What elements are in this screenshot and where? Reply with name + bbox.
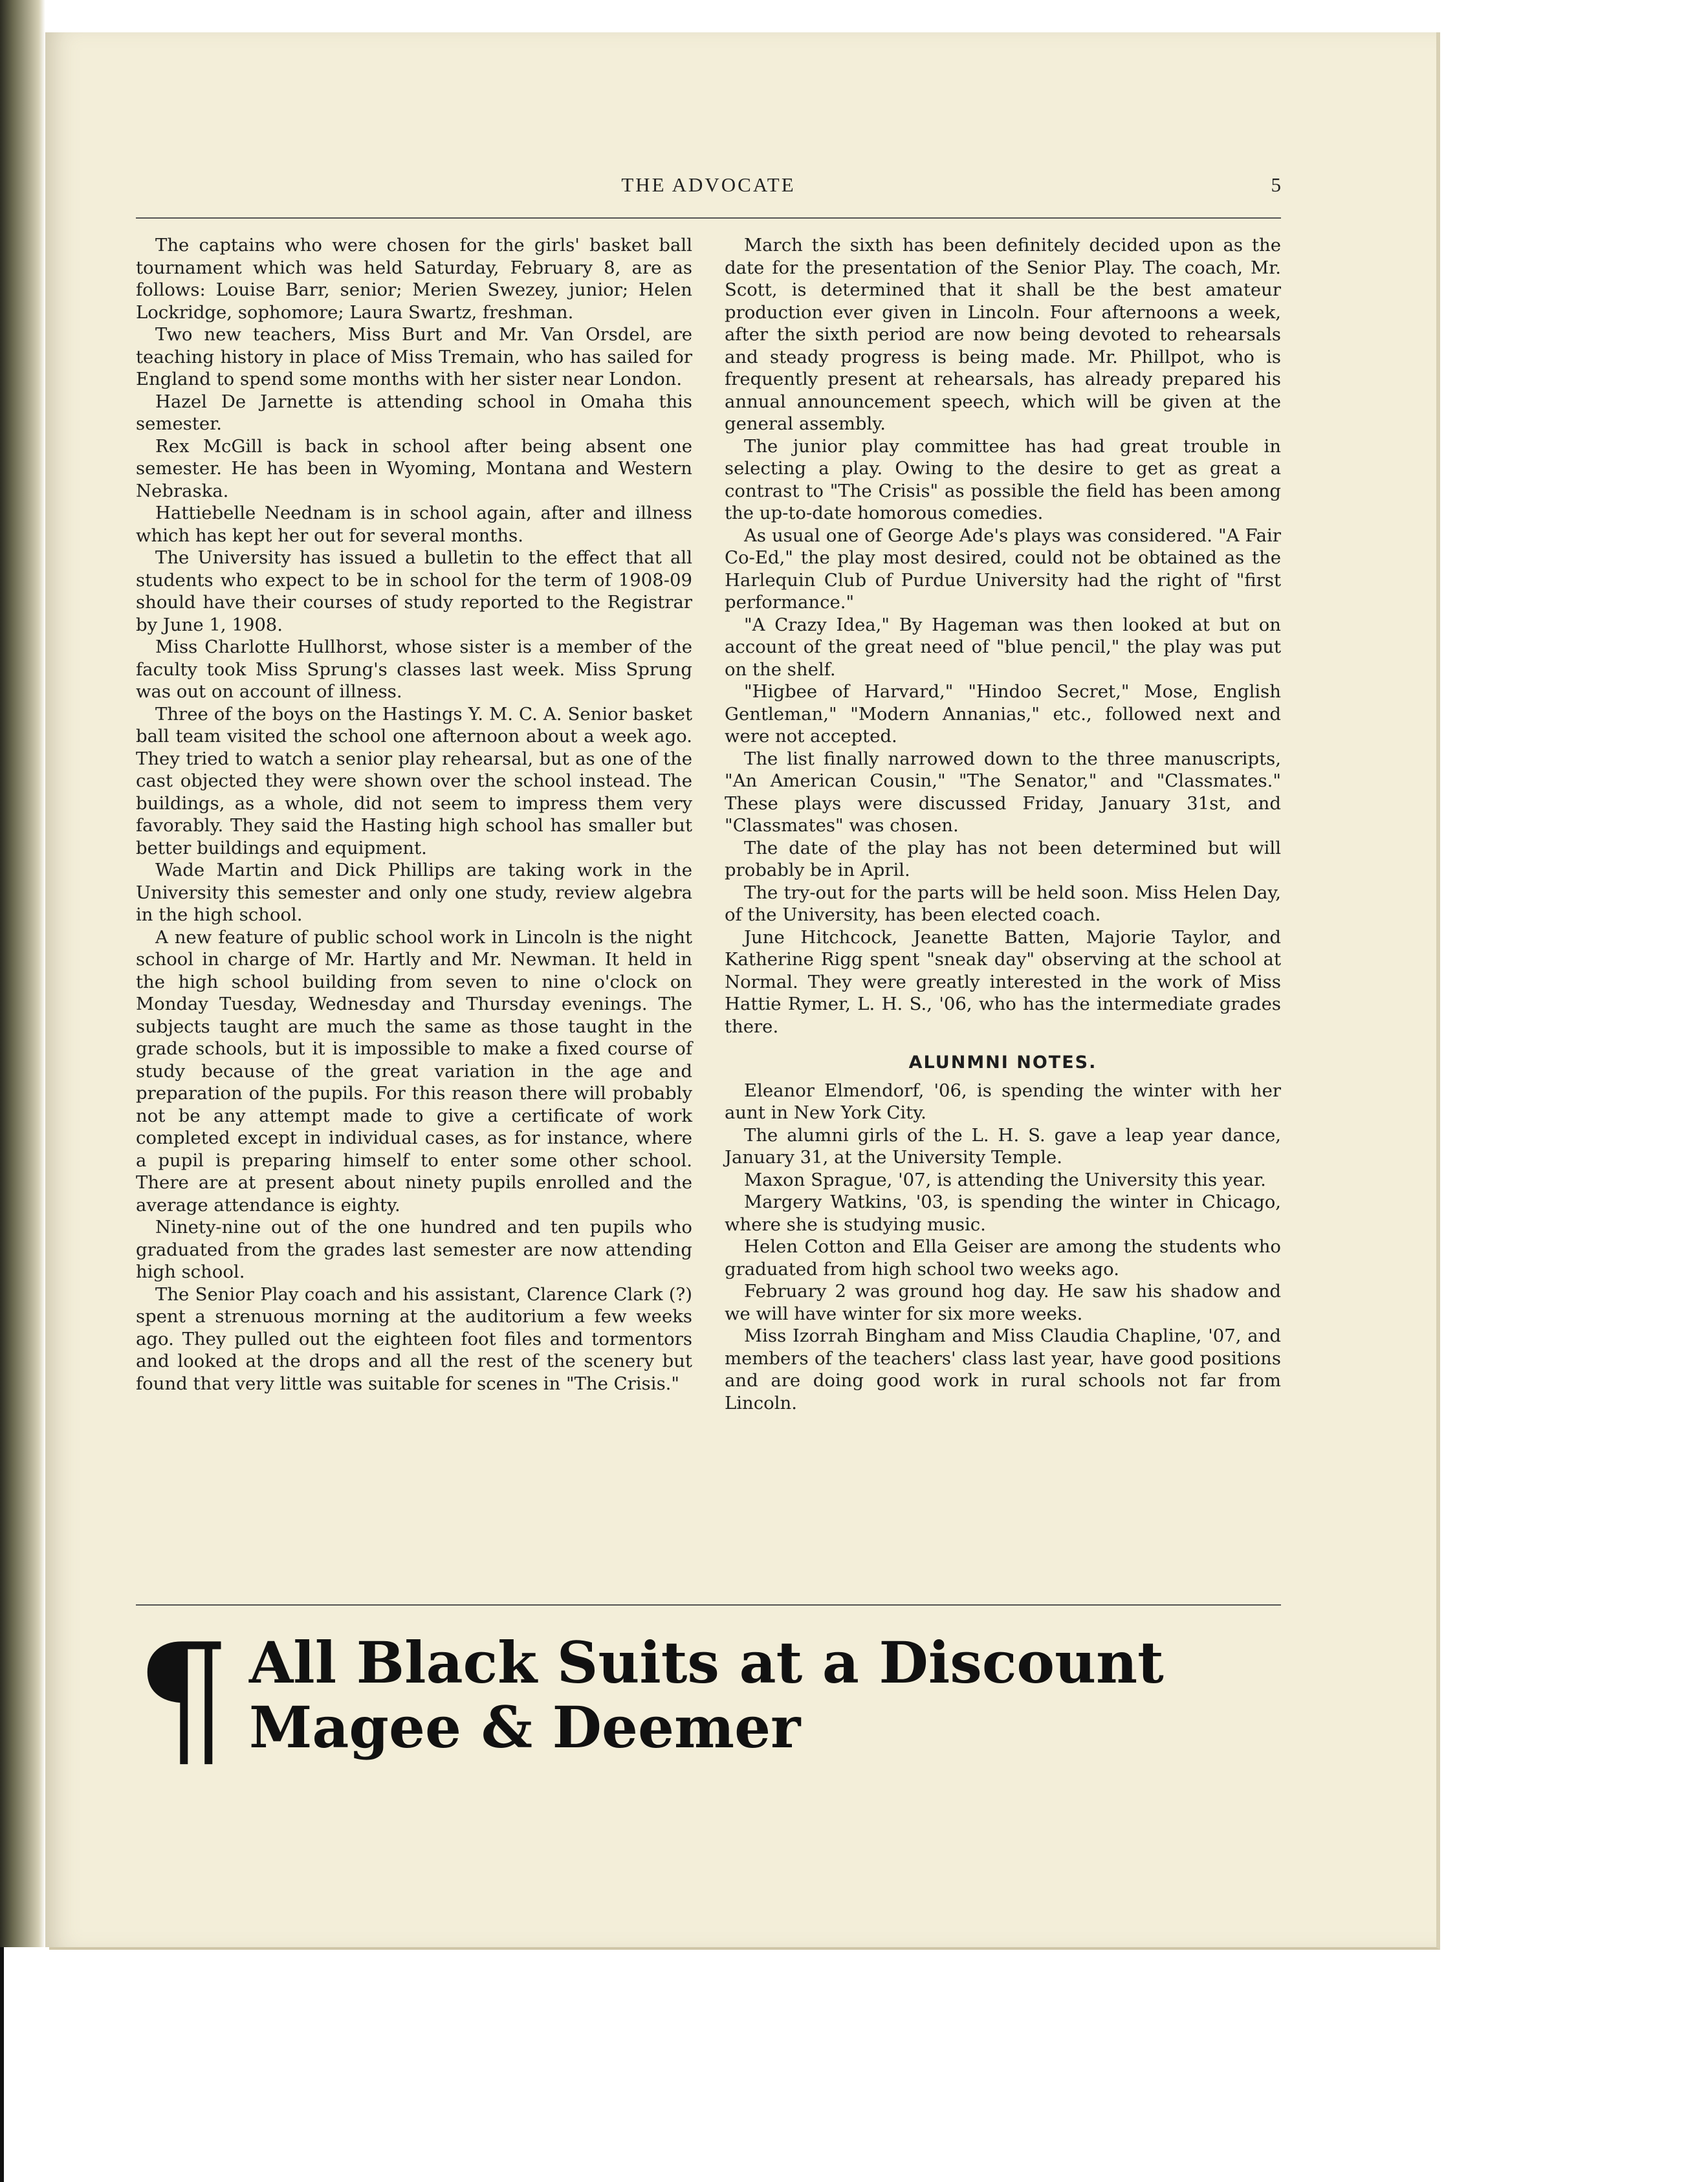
article-paragraph: The date of the play has not been determined but will probably be in April. <box>725 837 1281 880</box>
article-paragraph: As usual one of George Ade's plays was considered. "A Fair Co-Ed," the play most desired, could not be obtained as the Harlequin Club of Purdue University had the right of "first performance." <box>725 525 1281 613</box>
article-paragraph: Wade Martin and Dick Phillips are taking work in the University this semester and only one study, review algebra in the high school. <box>136 860 692 925</box>
article-paragraph: The junior play committee has had great trouble in selecting a play. Owing to the desire to get as great a contrast to "The Crisis" as possible the field has been among the up-to-date homorous comedies. <box>725 435 1281 523</box>
header-rule <box>136 217 1281 219</box>
page-number: 5 <box>1271 173 1281 196</box>
article-paragraph: Three of the boys on the Hastings Y. M. C. A. Senior basket ball team visited the school one afternoon about a week ago. They tried to watch a senior play rehearsal, but as one of the cast objected they were shown over the school instead. The buildings, as a whole, did not seem to impress them very favorably. They said the Hasting high school has smaller but better buildings and equipment. <box>136 703 692 858</box>
publication-title: THE ADVOCATE <box>621 173 796 196</box>
article-paragraph: Two new teachers, Miss Burt and Mr. Van Orsdel, are teaching history in place of Miss Tremain, who has sailed for England to spend some months with her sister near London. <box>136 324 692 389</box>
article-paragraph: The alumni girls of the L. H. S. gave a leap year dance, January 31, at the University Temple. <box>725 1124 1281 1168</box>
article-paragraph: Rex McGill is back in school after being absent one semester. He has been in Wyoming, Montana and Western Nebraska. <box>136 435 692 501</box>
article-paragraph: The try-out for the parts will be held soon. Miss Helen Day, of the University, has been elected coach. <box>725 882 1281 925</box>
article-paragraph: The list finally narrowed down to the three manuscripts, "An American Cousin," "The Senator," and "Classmates." These plays were discussed Friday, January 31st, and "Classmates" was chosen. <box>725 748 1281 836</box>
advertisement <box>136 1613 1281 1785</box>
article-paragraph: February 2 was ground hog day. He saw his shadow and we will have winter for six more weeks. <box>725 1281 1281 1324</box>
article-paragraph: Eleanor Elmendorf, '06, is spending the winter with her aunt in New York City. <box>725 1080 1281 1123</box>
article-paragraph: Maxon Sprague, '07, is attending the University this year. <box>744 1169 1266 1190</box>
article-paragraph: Helen Cotton and Ella Geiser are among the students who graduated from high school two weeks ago. <box>725 1236 1281 1280</box>
article-paragraph: Hattiebelle Neednam is in school again, after and illness which has kept her out for several months. <box>136 503 692 546</box>
article-paragraph: A new feature of public school work in Lincoln is the night school in charge of Mr. Hartly and Mr. Newman. It held in the high school building from seven to nine o'clock on Monday Tuesday, Wednesday and Thursday evenings. The subjects taught are much the same as those taught in the grade schools, but it is impossible to make a fixed course of study because of the great variation in the age and preparation of the pupils. For this reason there will probably not be any attempt made to give a certificate of work completed except in individual cases, as for instance, where a pupil is preparing himself to enter some other school. There are at present about ninety pupils enrolled and the average attendance is eighty. <box>136 926 692 1216</box>
page-header <box>136 173 1281 206</box>
article-paragraph: The Senior Play coach and his assistant, Clarence Clark (?) spent a strenuous morning at the auditorium a few weeks ago. They pulled out the eighteen foot files and tormentors and looked at the drops and all the rest of the scenery but found that very little was suitable for scenes in "The Crisis." <box>136 1283 692 1394</box>
alumni-notes <box>725 1080 1281 1415</box>
left-column <box>136 234 692 1395</box>
right-column <box>725 234 1281 1414</box>
article-paragraph: The University has issued a bulletin to the effect that all students who expect to be in school for the term of 1908-09 should have their courses of study reported to the Registrar by June 1, 1908. <box>136 547 692 635</box>
school-news <box>725 234 1281 1038</box>
pilcrow-mark: ¶ <box>136 1613 231 1785</box>
page-edge-lower <box>0 1947 49 2182</box>
article-paragraph: "Higbee of Harvard," "Hindoo Secret," Mose, English Gentleman," "Modern Annanias," etc., followed next and were not accepted. <box>725 681 1281 747</box>
article-paragraph: June Hitchcock, Jeanette Batten, Majorie Taylor, and Katherine Rigg spent "sneak day" observing at the school at Normal. They were greatly interested in the work of Miss Hattie Rymer, L. H. S., '06, who has the intermediate grades there. <box>725 926 1281 1037</box>
ad-store-name: Magee & Deemer <box>249 1694 801 1761</box>
article-paragraph: Miss Izorrah Bingham and Miss Claudia Chapline, '07, and members of the teachers' class last year, have good positions and are doing good work in rural schools not far from Lincoln. <box>725 1326 1281 1413</box>
footer-rule <box>136 1604 1281 1606</box>
article-paragraph: "A Crazy Idea," By Hageman was then looked at but on account of the great need of "blue pencil," the play was put on the shelf. <box>725 614 1281 680</box>
article-paragraph: The captains who were chosen for the girls' basket ball tournament which was held Saturday, February 8, are as follows: Louise Barr, senior; Merien Swezey, junior; Helen Lockridge, sophomore; Laura Swartz, freshman. <box>136 235 692 323</box>
article-paragraph: Hazel De Jarnette is attending school in Omaha this semester. <box>136 391 692 434</box>
article-paragraph: Ninety-nine out of the one hundred and ten pupils who graduated from the grades last semester are now attending high school. <box>136 1217 692 1282</box>
article-paragraph: Miss Charlotte Hullhorst, whose sister is a member of the faculty took Miss Sprung's classes last week. Miss Sprung was out on account of illness. <box>136 637 692 702</box>
article-paragraph: Margery Watkins, '03, is spending the winter in Chicago, where she is studying music. <box>725 1192 1281 1235</box>
alumni-heading: ALUNMNI NOTES. <box>908 1053 1097 1073</box>
article-paragraph: March the sixth has been definitely decided upon as the date for the presentation of the Senior Play. The coach, Mr. Scott, is determined that it shall be the best amateur production ever given in Lincoln. Four afternoons a week, after the sixth period are now being devoted to rehearsals and steady progress is being made. Mr. Phillpot, who is frequently present at rehearsals, has already prepared his annual announcement speech, which will be given at the general assembly. <box>725 235 1281 434</box>
page-gutter-shadow <box>0 0 45 2182</box>
ad-headline: All Black Suits at a Discount <box>249 1629 1164 1696</box>
